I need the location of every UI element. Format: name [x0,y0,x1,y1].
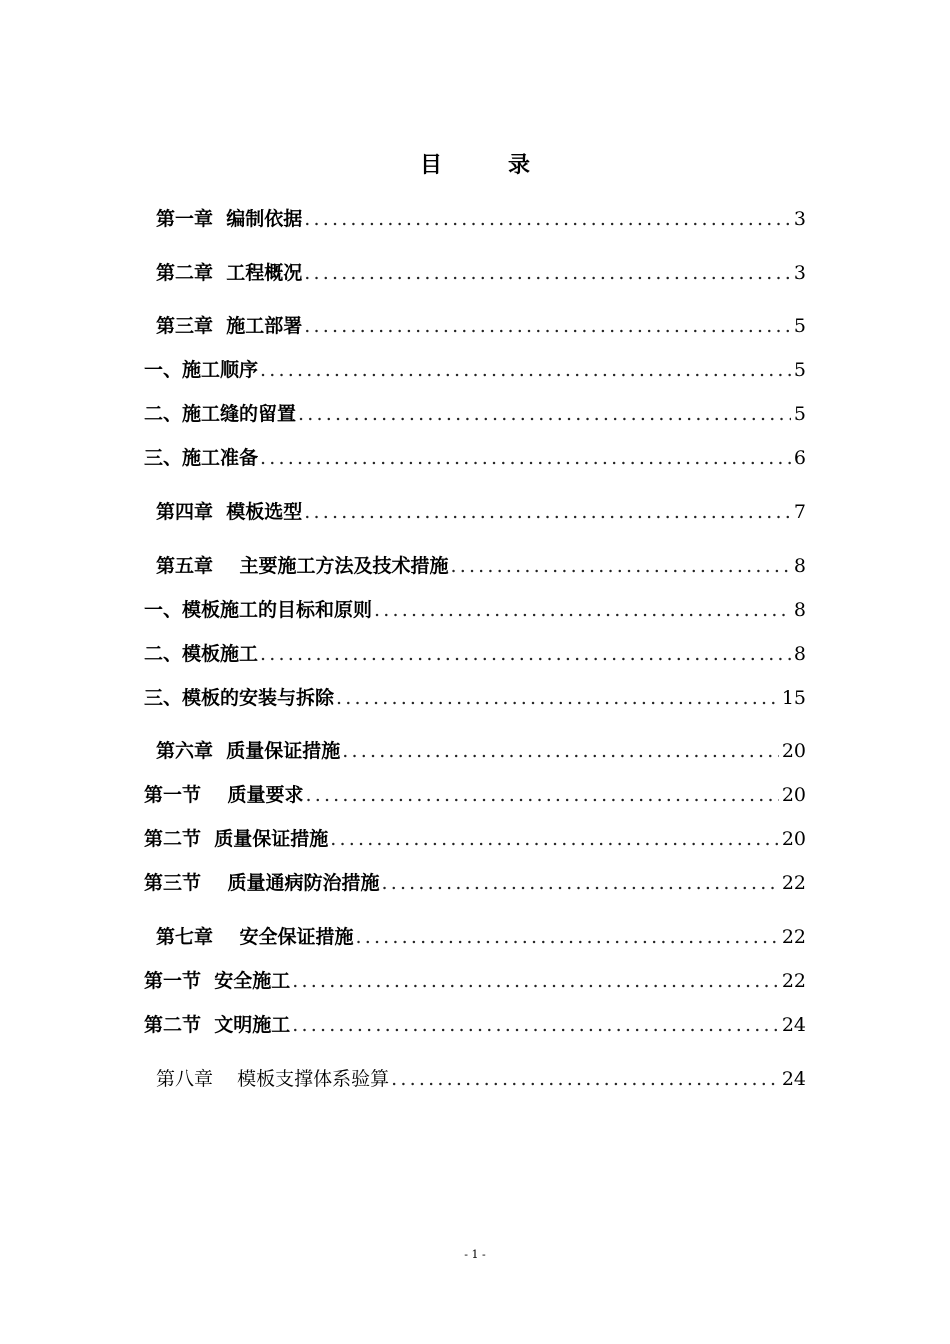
toc-entry-label: 一、施工顺序 [144,359,259,381]
toc-entry-page: 8 [793,555,806,577]
toc-entry-label: 第二节 质量保证措施 [144,828,329,850]
toc-entry-page: 22 [781,872,806,894]
toc-entry-label: 二、施工缝的留置 [144,403,297,425]
toc-entry[interactable] [156,737,806,765]
toc-entry-label: 第一节 质量要求 [144,784,304,806]
toc-entry[interactable] [144,869,806,897]
toc-entry-page: 7 [793,501,806,523]
dot-leader [304,312,791,340]
toc-entry[interactable] [144,684,806,712]
dot-leader [292,1011,779,1039]
dot-leader [391,1065,779,1093]
toc-entry-label: 第二节 文明施工 [144,1014,291,1036]
toc-entry-page: 3 [793,262,806,284]
toc-entry-page: 8 [793,599,806,621]
dot-leader [260,356,791,384]
toc-entry-label: 第三节 质量通病防治措施 [144,872,380,894]
dot-leader [355,923,778,951]
toc-entry[interactable] [144,781,806,809]
toc-entry-label: 第八章 模板支撑体系验算 [156,1068,390,1090]
dot-leader [305,781,778,809]
dot-leader [330,825,779,853]
toc-entry[interactable] [144,967,806,995]
toc-entry[interactable] [144,356,806,384]
dot-leader [450,552,790,580]
toc-entry-page: 3 [793,208,806,230]
toc-title: 目 录 [419,153,552,178]
toc-entry-page: 20 [781,784,806,806]
dot-leader [336,684,779,712]
toc-entry-label: 第六章 质量保证措施 [156,740,341,762]
dot-leader [381,869,778,897]
toc-entry-label: 三、施工准备 [144,447,259,469]
toc-entry[interactable] [144,1011,806,1039]
dot-leader [298,400,791,428]
dot-leader [374,596,791,624]
dot-leader [342,737,779,765]
toc-entry[interactable] [156,498,806,526]
toc-entry-page: 24 [781,1068,806,1090]
toc-entry[interactable] [156,312,806,340]
toc-entry-page: 20 [781,740,806,762]
dot-leader [304,498,791,526]
toc-entry-page: 8 [793,643,806,665]
toc-entry-label: 第七章 安全保证措施 [156,926,354,948]
dot-leader [292,967,779,995]
toc-entry[interactable] [144,400,806,428]
toc-entry[interactable] [144,444,806,472]
toc-entry-page: 5 [793,359,806,381]
toc-entry[interactable] [144,596,806,624]
toc-entry-label: 一、模板施工的目标和原则 [144,599,373,621]
toc-entry-label: 第一节 安全施工 [144,970,291,992]
toc-entry-page: 6 [793,447,806,469]
toc-entry[interactable] [156,205,806,233]
toc-entry[interactable] [156,259,806,287]
toc-entry[interactable] [144,825,806,853]
toc-entry[interactable] [156,923,806,951]
toc-entry-label: 第五章 主要施工方法及技术措施 [156,555,449,577]
toc-entry-page: 20 [781,828,806,850]
toc-entry[interactable] [156,1065,806,1093]
dot-leader [304,205,791,233]
toc-entry-label: 第二章 工程概况 [156,262,303,284]
toc-entry-label: 三、模板的安装与拆除 [144,687,335,709]
dot-leader [260,640,791,668]
toc-entry-page: 5 [793,315,806,337]
page-number: - 1 - [464,1248,486,1261]
toc-entry-label: 第三章 施工部署 [156,315,303,337]
dot-leader [304,259,791,287]
toc-entry-page: 22 [781,970,806,992]
toc-entry-page: 5 [793,403,806,425]
toc-entry-page: 22 [781,926,806,948]
toc-entry[interactable] [144,640,806,668]
toc-entry[interactable] [156,552,806,580]
toc-entry-label: 第四章 模板选型 [156,501,303,523]
toc-entry-label: 二、模板施工 [144,643,259,665]
toc-entry-label: 第一章 编制依据 [156,208,303,230]
dot-leader [260,444,791,472]
toc-entry-page: 15 [781,687,806,709]
toc-entry-page: 24 [781,1014,806,1036]
